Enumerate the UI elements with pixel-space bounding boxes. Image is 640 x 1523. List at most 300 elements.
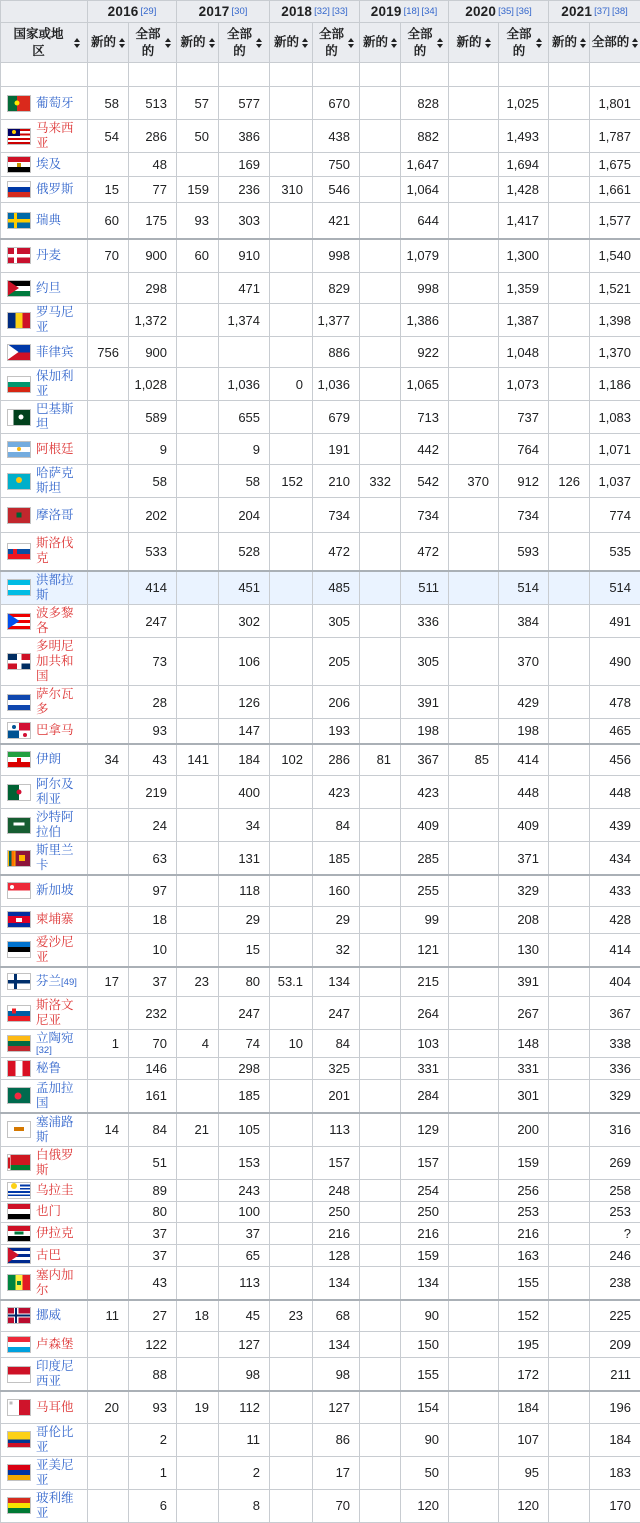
value-cell: 102 xyxy=(270,744,313,776)
country-cell xyxy=(1,1266,88,1300)
country-cell xyxy=(1,719,88,744)
value-cell xyxy=(549,776,590,809)
value-cell xyxy=(449,1079,499,1113)
sort-arrows-icon xyxy=(256,38,262,48)
reference-link[interactable]: [35] xyxy=(498,7,514,17)
value-cell: 269 xyxy=(590,1146,640,1179)
value-cell: 264 xyxy=(401,997,449,1030)
country-link[interactable]: 阿尔及利亚 xyxy=(36,777,85,807)
value-cell: 248 xyxy=(313,1179,360,1201)
value-cell xyxy=(177,1222,219,1244)
value-cell: 88 xyxy=(129,1358,177,1392)
country-link[interactable]: 卢森堡 xyxy=(36,1337,74,1352)
value-cell xyxy=(177,571,219,605)
value-cell xyxy=(549,368,590,401)
value-cell xyxy=(177,1146,219,1179)
value-cell xyxy=(177,1489,219,1522)
value-cell: 247 xyxy=(129,605,177,638)
value-cell: 170 xyxy=(590,1489,640,1522)
value-cell xyxy=(549,434,590,465)
norway-flag-icon xyxy=(7,1307,31,1324)
value-cell: 89 xyxy=(129,1179,177,1201)
lithuania-flag-icon xyxy=(7,1035,31,1052)
country-link[interactable]: 俄罗斯 xyxy=(36,182,74,197)
value-cell xyxy=(549,153,590,177)
value-cell xyxy=(449,401,499,434)
country-link[interactable]: 马耳他 xyxy=(36,1400,74,1415)
value-cell xyxy=(549,571,590,605)
value-cell: 93 xyxy=(129,719,177,744)
country-link[interactable]: 古巴 xyxy=(36,1248,61,1263)
value-cell: 4 xyxy=(177,1030,219,1058)
kazakhstan-flag-icon xyxy=(7,473,31,490)
country-cell xyxy=(1,401,88,434)
sort-header-new-2016[interactable] xyxy=(88,23,129,63)
value-cell xyxy=(88,533,129,571)
value-cell xyxy=(449,177,499,203)
value-cell xyxy=(449,1266,499,1300)
value-cell: 258 xyxy=(590,1179,640,1201)
value-cell: 37 xyxy=(129,967,177,997)
reference-link[interactable]: [49] xyxy=(61,978,77,988)
value-cell: 184 xyxy=(219,744,270,776)
bulgaria-flag-icon xyxy=(7,376,31,393)
sort-header-new-2018[interactable] xyxy=(270,23,313,63)
malaysia-flag-icon xyxy=(7,128,31,145)
value-cell: 37 xyxy=(129,1244,177,1266)
empty-cell xyxy=(313,63,360,87)
value-cell xyxy=(88,1201,129,1222)
value-cell: 442 xyxy=(401,434,449,465)
value-cell: 1,079 xyxy=(401,239,449,273)
reference-link[interactable]: [34] xyxy=(421,7,437,17)
country-column-label: 国家或地区 xyxy=(9,26,68,59)
sort-arrows-icon xyxy=(391,38,397,48)
value-cell: 391 xyxy=(499,967,549,997)
value-cell xyxy=(360,842,401,876)
country-link[interactable]: 伊拉克 xyxy=(36,1226,74,1241)
value-cell: 93 xyxy=(177,203,219,239)
value-cell xyxy=(360,809,401,842)
country-link[interactable]: 洪都拉斯 xyxy=(36,573,85,603)
value-cell xyxy=(270,304,313,337)
empty-cell xyxy=(129,63,177,87)
value-cell: 267 xyxy=(499,997,549,1030)
country-link[interactable]: 阿根廷 xyxy=(36,442,74,457)
sort-header-new-2020[interactable] xyxy=(449,23,499,63)
value-cell xyxy=(449,1456,499,1489)
value-cell xyxy=(270,153,313,177)
value-cell xyxy=(177,933,219,967)
value-cell: 246 xyxy=(590,1244,640,1266)
table-row xyxy=(1,533,640,571)
value-cell: 155 xyxy=(499,1266,549,1300)
pakistan-flag-icon xyxy=(7,409,31,426)
country-link[interactable]: 摩洛哥 xyxy=(36,508,74,523)
country-link[interactable]: 白俄罗斯 xyxy=(36,1148,85,1178)
value-cell: 286 xyxy=(313,744,360,776)
year-header-2018 xyxy=(270,1,360,23)
value-cell: 1,377 xyxy=(313,304,360,337)
value-cell: 409 xyxy=(401,809,449,842)
country-link[interactable]: 玻利维亚 xyxy=(36,1491,85,1521)
value-cell: 157 xyxy=(313,1146,360,1179)
value-cell xyxy=(449,842,499,876)
value-cell: 250 xyxy=(401,1201,449,1222)
value-cell: 90 xyxy=(401,1300,449,1332)
country-link[interactable]: 新加坡 xyxy=(36,883,74,898)
reference-link[interactable]: [30] xyxy=(232,7,248,17)
sort-arrows-icon xyxy=(580,38,586,48)
value-cell xyxy=(360,239,401,273)
table-row xyxy=(1,933,640,967)
peru-flag-icon xyxy=(7,1060,31,1077)
country-link[interactable]: 芬兰 xyxy=(36,974,61,989)
value-cell: 15 xyxy=(88,177,129,203)
value-cell xyxy=(449,571,499,605)
value-cell: 58 xyxy=(129,465,177,498)
country-link[interactable]: 罗马尼亚 xyxy=(36,305,85,335)
value-cell: 23 xyxy=(270,1300,313,1332)
el-salvador-flag-icon xyxy=(7,694,31,711)
value-cell: 1,398 xyxy=(590,304,640,337)
value-cell xyxy=(449,1057,499,1079)
value-cell xyxy=(449,605,499,638)
sort-header-total-2020[interactable] xyxy=(499,23,549,63)
value-cell: 9 xyxy=(219,434,270,465)
country-link[interactable]: 约旦 xyxy=(36,281,61,296)
value-cell xyxy=(360,638,401,686)
value-cell: 60 xyxy=(88,203,129,239)
country-link[interactable]: 葡萄牙 xyxy=(36,96,74,111)
country-link[interactable]: 塞浦路斯 xyxy=(36,1115,85,1145)
value-cell xyxy=(549,177,590,203)
sort-header-new-2021[interactable] xyxy=(549,23,590,63)
year-header-2017 xyxy=(177,1,270,23)
reference-link[interactable]: [37] xyxy=(594,7,610,17)
value-cell: 434 xyxy=(590,842,640,876)
value-cell: 216 xyxy=(499,1222,549,1244)
sort-header-new-2017[interactable] xyxy=(177,23,219,63)
country-cell xyxy=(1,239,88,273)
country-cell xyxy=(1,933,88,967)
country-link[interactable]: 埃及 xyxy=(36,157,61,172)
reference-link[interactable]: [18] xyxy=(404,7,420,17)
value-cell: 828 xyxy=(401,87,449,120)
value-cell: 157 xyxy=(401,1146,449,1179)
country-link[interactable]: 巴基斯坦 xyxy=(36,402,85,432)
sort-arrows-icon xyxy=(119,38,125,48)
value-cell: 172 xyxy=(499,1358,549,1392)
country-cell xyxy=(1,1057,88,1079)
value-cell: 414 xyxy=(590,933,640,967)
country-link[interactable]: 萨尔瓦多 xyxy=(36,687,85,717)
country-link[interactable]: 塞内加尔 xyxy=(36,1268,85,1298)
value-cell xyxy=(270,1201,313,1222)
sort-arrows-icon xyxy=(536,38,542,48)
value-cell: 764 xyxy=(499,434,549,465)
value-cell xyxy=(177,906,219,933)
value-cell: 80 xyxy=(219,967,270,997)
value-cell: 10 xyxy=(270,1030,313,1058)
value-cell: 17 xyxy=(88,967,129,997)
value-cell: 310 xyxy=(270,177,313,203)
singapore-flag-icon xyxy=(7,882,31,899)
value-cell xyxy=(449,1423,499,1456)
value-cell: 1,028 xyxy=(129,368,177,401)
value-cell: 734 xyxy=(313,498,360,533)
new-column-label: 新的 xyxy=(363,34,388,50)
value-cell xyxy=(270,1079,313,1113)
sort-arrows-icon xyxy=(209,38,215,48)
value-cell: 384 xyxy=(499,605,549,638)
empty-cell xyxy=(401,63,449,87)
value-cell xyxy=(177,686,219,719)
country-cell xyxy=(1,997,88,1030)
table-row xyxy=(1,967,640,997)
value-cell xyxy=(549,1489,590,1522)
value-cell: 9 xyxy=(129,434,177,465)
value-cell: 243 xyxy=(219,1179,270,1201)
table-row xyxy=(1,1423,640,1456)
value-cell: 161 xyxy=(129,1079,177,1113)
value-cell xyxy=(449,1201,499,1222)
table-row xyxy=(1,1244,640,1266)
sort-header-total-2018[interactable] xyxy=(313,23,360,63)
table-row xyxy=(1,203,640,239)
year-header-2016 xyxy=(88,1,177,23)
value-cell xyxy=(449,1489,499,1522)
reference-link[interactable]: [32] xyxy=(314,7,330,17)
value-cell: 409 xyxy=(499,809,549,842)
value-cell xyxy=(549,1030,590,1058)
value-cell xyxy=(88,933,129,967)
country-link[interactable]: 丹麦 xyxy=(36,248,61,263)
value-cell xyxy=(360,177,401,203)
table-row xyxy=(1,1079,640,1113)
value-cell: 485 xyxy=(313,571,360,605)
value-cell: 134 xyxy=(401,1266,449,1300)
table-row xyxy=(1,465,640,498)
table-header xyxy=(1,1,640,63)
value-cell: 713 xyxy=(401,401,449,434)
value-cell xyxy=(360,1423,401,1456)
table-row xyxy=(1,273,640,304)
value-cell xyxy=(360,605,401,638)
value-cell: 546 xyxy=(313,177,360,203)
country-link[interactable]: 斯里兰卡 xyxy=(36,843,85,873)
country-link[interactable]: 哈萨克斯坦 xyxy=(36,466,85,496)
empty-cell xyxy=(590,63,640,87)
value-cell xyxy=(270,498,313,533)
sort-header-total-2017[interactable] xyxy=(219,23,270,63)
value-cell: 134 xyxy=(313,1332,360,1358)
value-cell xyxy=(360,686,401,719)
country-link[interactable]: 也门 xyxy=(36,1204,61,1219)
value-cell xyxy=(360,203,401,239)
country-cell xyxy=(1,1358,88,1392)
country-link[interactable]: 立陶宛 xyxy=(36,1031,74,1046)
value-cell: 159 xyxy=(177,177,219,203)
value-cell xyxy=(270,875,313,906)
value-cell: 53.1 xyxy=(270,967,313,997)
sort-header-new-2019[interactable] xyxy=(360,23,401,63)
empty-cell xyxy=(270,63,313,87)
reference-link[interactable]: [36] xyxy=(516,7,532,17)
reference-link[interactable]: [38] xyxy=(612,7,628,17)
sort-arrows-icon xyxy=(348,38,354,48)
country-link[interactable]: 马来西亚 xyxy=(36,121,85,151)
year-label: 2019 xyxy=(371,4,402,19)
country-link[interactable]: 乌拉圭 xyxy=(36,1183,74,1198)
value-cell xyxy=(177,1244,219,1266)
value-cell: 84 xyxy=(313,1030,360,1058)
value-cell: 1,186 xyxy=(590,368,640,401)
value-cell xyxy=(88,1456,129,1489)
country-link[interactable]: 斯洛文尼亚 xyxy=(36,998,85,1028)
country-link[interactable]: 哥伦比亚 xyxy=(36,1425,85,1455)
value-cell: 58 xyxy=(88,87,129,120)
slovakia-flag-icon xyxy=(7,543,31,560)
total-column-label: 全部的 xyxy=(407,26,434,59)
value-cell xyxy=(88,776,129,809)
value-cell xyxy=(177,401,219,434)
value-cell xyxy=(88,809,129,842)
value-cell: 305 xyxy=(313,605,360,638)
value-cell xyxy=(270,1456,313,1489)
value-cell: 29 xyxy=(219,906,270,933)
yemen-flag-icon xyxy=(7,1203,31,1220)
malta-flag-icon xyxy=(7,1399,31,1416)
sort-header-country[interactable] xyxy=(1,23,88,63)
value-cell xyxy=(549,842,590,876)
table-row xyxy=(1,1113,640,1147)
value-cell: 90 xyxy=(401,1423,449,1456)
value-cell xyxy=(360,776,401,809)
value-cell xyxy=(449,120,499,153)
country-link[interactable]: 菲律宾 xyxy=(36,345,74,360)
value-cell xyxy=(88,571,129,605)
value-cell xyxy=(88,1079,129,1113)
table-row xyxy=(1,1057,640,1079)
value-cell: 1,661 xyxy=(590,177,640,203)
value-cell xyxy=(549,1146,590,1179)
value-cell: 238 xyxy=(590,1266,640,1300)
country-link[interactable]: 保加利亚 xyxy=(36,369,85,399)
value-cell: 472 xyxy=(401,533,449,571)
value-cell xyxy=(270,434,313,465)
value-cell: 129 xyxy=(401,1113,449,1147)
value-cell: 198 xyxy=(499,719,549,744)
country-link[interactable]: 沙特阿拉伯 xyxy=(36,810,85,840)
value-cell xyxy=(449,368,499,401)
value-cell xyxy=(270,1332,313,1358)
jordan-flag-icon xyxy=(7,280,31,297)
value-cell: 118 xyxy=(219,875,270,906)
value-cell: 465 xyxy=(590,719,640,744)
value-cell: 134 xyxy=(313,967,360,997)
value-cell xyxy=(270,1222,313,1244)
country-cell xyxy=(1,809,88,842)
value-cell: 1,300 xyxy=(499,239,549,273)
country-link[interactable]: 多明尼加共和国 xyxy=(36,639,85,684)
country-link[interactable]: 孟加拉国 xyxy=(36,1081,85,1111)
country-link[interactable]: 印度尼西亚 xyxy=(36,1359,85,1389)
country-link[interactable]: 秘鲁 xyxy=(36,1061,61,1076)
country-link[interactable]: 波多黎各 xyxy=(36,606,85,636)
value-cell xyxy=(88,997,129,1030)
value-cell: 2 xyxy=(129,1423,177,1456)
value-cell: 285 xyxy=(401,842,449,876)
reference-link[interactable]: [32] xyxy=(36,1046,52,1056)
table-row xyxy=(1,1300,640,1332)
value-cell: 184 xyxy=(499,1391,549,1423)
table-body xyxy=(1,63,640,1523)
value-cell: 679 xyxy=(313,401,360,434)
indonesia-flag-icon xyxy=(7,1366,31,1383)
value-cell xyxy=(270,638,313,686)
value-cell xyxy=(270,776,313,809)
country-link[interactable]: 爱沙尼亚 xyxy=(36,935,85,965)
slovenia-flag-icon xyxy=(7,1005,31,1022)
country-link[interactable]: 斯洛伐克 xyxy=(36,536,85,566)
sort-header-total-2021[interactable] xyxy=(590,23,640,63)
value-cell xyxy=(177,273,219,304)
country-link[interactable]: 柬埔寨 xyxy=(36,912,74,927)
value-cell xyxy=(270,933,313,967)
value-cell: 225 xyxy=(590,1300,640,1332)
new-column-label: 新的 xyxy=(181,34,206,50)
saudi-arabia-flag-icon xyxy=(7,817,31,834)
value-cell xyxy=(270,997,313,1030)
sort-header-total-2016[interactable] xyxy=(129,23,177,63)
country-link[interactable]: 挪威 xyxy=(36,1308,61,1323)
country-cell xyxy=(1,273,88,304)
country-link[interactable]: 巴拿马 xyxy=(36,723,74,738)
value-cell xyxy=(270,1489,313,1522)
value-cell xyxy=(360,304,401,337)
value-cell xyxy=(177,1423,219,1456)
value-cell xyxy=(88,1222,129,1244)
value-cell xyxy=(88,1266,129,1300)
table-row xyxy=(1,719,640,744)
value-cell: 514 xyxy=(499,571,549,605)
reference-link[interactable]: [29] xyxy=(141,7,157,17)
value-cell xyxy=(449,273,499,304)
value-cell: 448 xyxy=(590,776,640,809)
country-link[interactable]: 伊朗 xyxy=(36,752,61,767)
sort-header-total-2019[interactable] xyxy=(401,23,449,63)
value-cell xyxy=(88,842,129,876)
value-cell: 1,675 xyxy=(590,153,640,177)
value-cell xyxy=(549,1222,590,1244)
sweden-flag-icon xyxy=(7,212,31,229)
country-link[interactable]: 亚美尼亚 xyxy=(36,1458,85,1488)
value-cell xyxy=(449,967,499,997)
value-cell: 998 xyxy=(401,273,449,304)
value-cell xyxy=(449,304,499,337)
country-link[interactable]: 瑞典 xyxy=(36,213,61,228)
value-cell xyxy=(177,1358,219,1392)
value-cell: 298 xyxy=(219,1057,270,1079)
reference-link[interactable]: [33] xyxy=(332,7,348,17)
value-cell xyxy=(177,337,219,368)
romania-flag-icon xyxy=(7,312,31,329)
value-cell xyxy=(88,1146,129,1179)
value-cell: 112 xyxy=(219,1391,270,1423)
value-cell: 644 xyxy=(401,203,449,239)
value-cell: 1,036 xyxy=(313,368,360,401)
